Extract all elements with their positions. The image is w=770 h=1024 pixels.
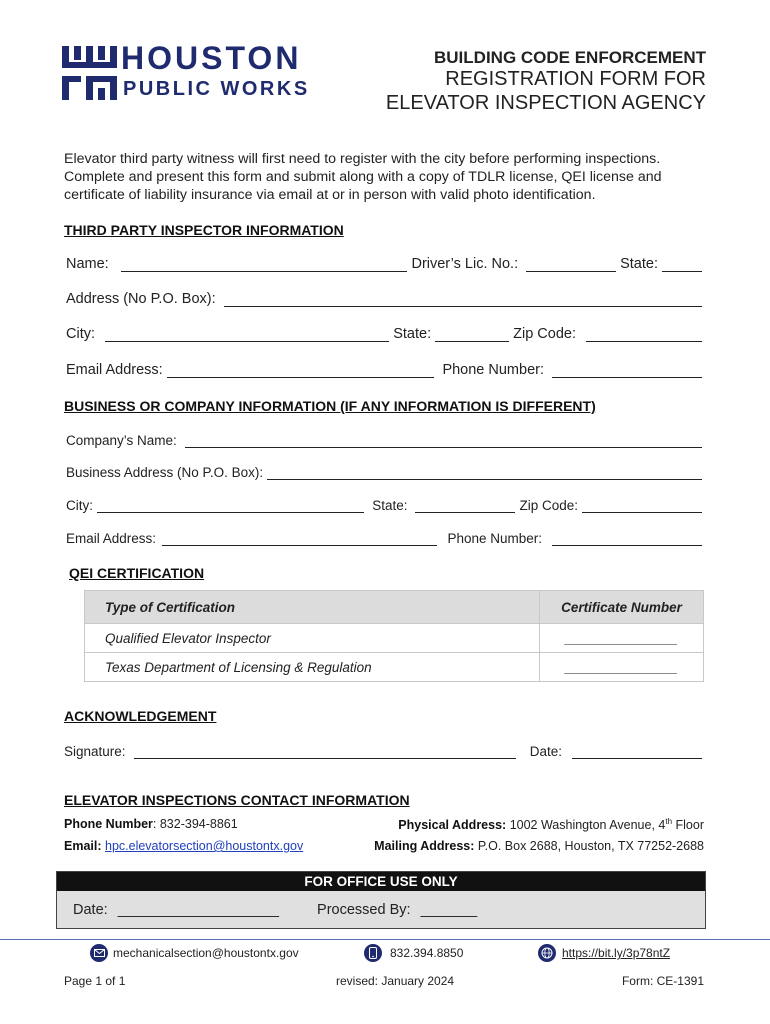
houston-public-works-logo <box>62 44 118 102</box>
contact-phone-value: : 832-394-8861 <box>152 817 238 831</box>
business-phone-field[interactable] <box>552 531 702 546</box>
inspector-name-row <box>64 256 704 272</box>
contact-email-label: Email: <box>64 839 102 853</box>
physical-address-value: 1002 Washington Avenue, 4 <box>509 818 666 833</box>
inspector-email-row <box>64 362 704 378</box>
mailing-address-value: P.O. Box 2688, Houston, TX 77252-2688 <box>477 839 704 853</box>
business-state-field[interactable] <box>415 498 515 513</box>
business-phone-label: Phone Number: <box>447 531 542 546</box>
company-name-row <box>64 433 704 448</box>
business-state-label: State: <box>372 498 408 513</box>
cert-number-field[interactable]: _______________ <box>540 624 704 653</box>
globe-icon <box>538 944 556 962</box>
processed-by-field[interactable]: _______ <box>420 902 478 918</box>
mailing-address-label: Mailing Address: <box>374 839 475 853</box>
physical-address-tail: Floor <box>672 818 704 833</box>
business-address-field[interactable] <box>267 465 702 480</box>
footer-email <box>90 944 299 962</box>
email-field[interactable] <box>167 363 435 378</box>
form-number: Form: CE-1391 <box>621 974 704 988</box>
cert-type: Texas Department of Licensing & Regulation <box>85 653 540 682</box>
footer-url <box>538 944 670 962</box>
revised-date: revised: January 2024 <box>336 974 455 988</box>
section-title-contact: ELEVATOR INSPECTIONS CONTACT INFORMATION <box>64 792 410 808</box>
business-email-label: Email Address: <box>66 531 157 546</box>
qei-table-header <box>85 591 704 624</box>
header-title-line1: REGISTRATION FORM FOR <box>445 68 706 90</box>
section-title-qei: QEI CERTIFICATION <box>69 565 205 581</box>
cert-number-field[interactable]: _______________ <box>540 653 704 682</box>
signature-row <box>62 744 704 759</box>
business-zip-label: Zip Code: <box>519 498 578 513</box>
header-title-line2: ELEVATOR INSPECTION AGENCY <box>385 92 706 114</box>
footer-divider <box>0 939 770 940</box>
footer-email-text[interactable]: mechanicalsection@houstontx.gov <box>113 946 299 960</box>
contact-phone-label: Phone Number <box>64 817 153 831</box>
contact-physical-address <box>398 817 704 832</box>
drivers-lic-label: Driver’s Lic. No.: <box>411 256 519 272</box>
table-row <box>85 624 704 653</box>
ack-date-label: Date: <box>529 744 562 759</box>
zip-field[interactable] <box>586 327 702 342</box>
business-city-field[interactable] <box>97 498 364 513</box>
section-title-inspector: THIRD PARTY INSPECTOR INFORMATION <box>64 222 344 238</box>
name-field[interactable] <box>121 257 408 272</box>
qei-table <box>84 590 704 682</box>
business-city-row <box>64 498 704 513</box>
signature-field[interactable] <box>134 744 516 759</box>
inspector-address-row <box>64 291 704 307</box>
zip-label: Zip Code: <box>513 326 576 342</box>
footer-phone <box>364 944 463 962</box>
cert-type: Qualified Elevator Inspector <box>85 624 540 653</box>
business-email-field[interactable] <box>162 531 437 546</box>
office-use-box <box>56 871 706 929</box>
physical-address-sup: th <box>665 817 673 826</box>
contact-phone <box>64 817 238 831</box>
drivers-lic-field[interactable] <box>526 257 616 272</box>
state-label: State: <box>620 256 658 272</box>
business-address-row <box>64 465 704 480</box>
intro-paragraph: Elevator third party witness will first need to register with the city before performing inspections. Complete and present this form and submit along with a copy of TDLR license, QEI license and certificate of liability insurance via email at or in person with valid photo identification. <box>64 151 662 203</box>
footer-phone-text[interactable]: 832.394.8850 <box>390 946 464 960</box>
logo-houston: HOUSTON <box>121 40 302 76</box>
business-zip-field[interactable] <box>582 498 702 513</box>
col-certificate-number: Certificate Number <box>540 591 704 624</box>
office-date-label: Date: <box>73 902 108 918</box>
section-title-business: BUSINESS OR COMPANY INFORMATION (IF ANY INFORMATION IS DIFFERENT) <box>64 398 596 414</box>
processed-by-label: Processed By: <box>317 902 411 918</box>
city-label: City: <box>66 326 95 342</box>
address-field[interactable] <box>224 292 702 307</box>
city-field[interactable] <box>105 327 389 342</box>
office-use-fields <box>73 902 477 918</box>
inspector-city-row <box>64 326 704 342</box>
name-label: Name: <box>66 256 109 272</box>
logo-public-works: PUBLIC WORKS <box>123 78 310 100</box>
section-title-acknowledgement: ACKNOWLEDGEMENT <box>64 708 217 724</box>
physical-address-label: Physical Address: <box>398 818 507 833</box>
phone-label: Phone Number: <box>442 362 544 378</box>
email-label: Email Address: <box>66 362 163 378</box>
header-department: BUILDING CODE ENFORCEMENT <box>434 48 706 67</box>
phone-icon <box>364 944 382 962</box>
contact-mailing-address <box>374 839 704 853</box>
contact-email <box>64 839 303 853</box>
office-date-field[interactable]: ____________________ <box>117 902 279 918</box>
state-field[interactable] <box>662 257 702 272</box>
col-type-of-certification: Type of Certification <box>85 591 540 624</box>
company-name-label: Company’s Name: <box>66 433 177 448</box>
office-use-title: FOR OFFICE USE ONLY <box>57 872 705 891</box>
company-name-field[interactable] <box>185 433 702 448</box>
contact-email-link[interactable]: hpc.elevatorsection@houstontx.gov <box>105 839 304 853</box>
address-label: Address (No P.O. Box): <box>66 291 216 307</box>
page-number: Page 1 of 1 <box>64 974 126 988</box>
signature-label: Signature: <box>64 744 126 759</box>
envelope-icon <box>90 944 108 962</box>
business-city-label: City: <box>66 498 93 513</box>
ack-date-field[interactable] <box>572 744 702 759</box>
business-email-row <box>64 531 704 546</box>
state-field[interactable] <box>435 327 509 342</box>
state-label: State: <box>393 326 432 342</box>
table-row <box>85 653 704 682</box>
phone-field[interactable] <box>552 363 702 378</box>
footer-url-link[interactable]: https://bit.ly/3p78ntZ <box>562 946 671 960</box>
business-address-label: Business Address (No P.O. Box): <box>66 465 264 480</box>
